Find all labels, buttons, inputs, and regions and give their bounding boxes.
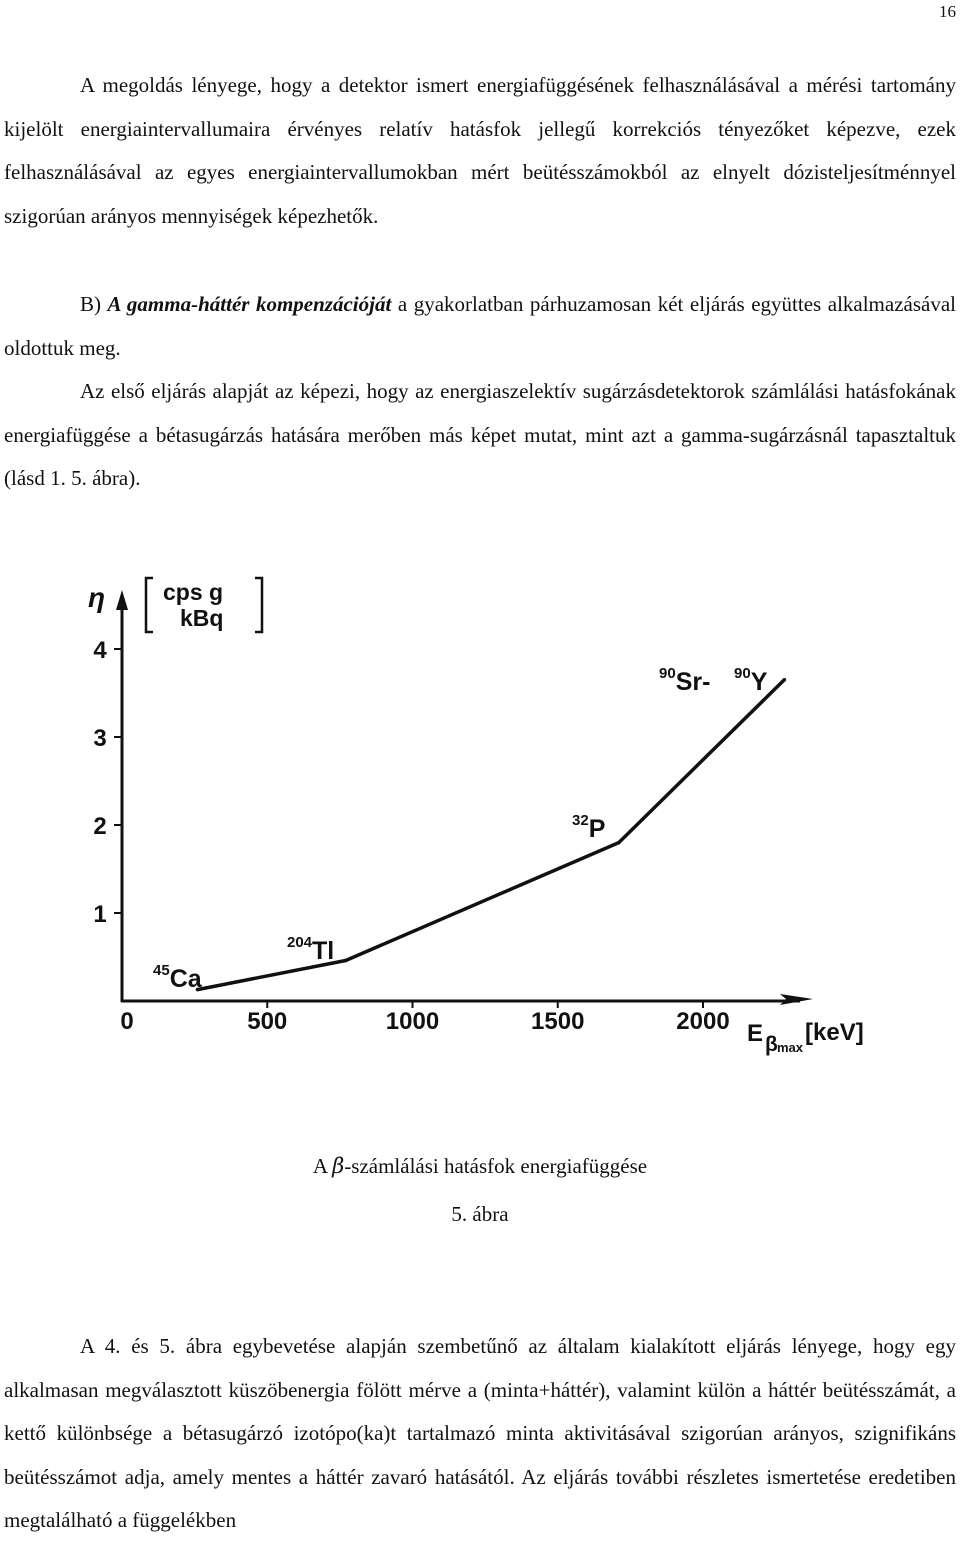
unit-bracket-right	[255, 578, 262, 632]
paragraph-2-emphasis: A gamma-háttér kompenzációját	[107, 292, 392, 316]
paragraph-2-text: a gyakorlatban párhuzamosan két eljárás együttes alkalmazásával oldottuk meg.	[4, 292, 957, 360]
label-tl204: 204Tl	[287, 934, 335, 965]
data-point	[783, 678, 787, 682]
figure-number: 5. ábra	[451, 1202, 509, 1226]
y-unit-numerator: cps g	[163, 579, 224, 605]
caption-text: -számlálási hatásfok energiafüggése	[344, 1154, 648, 1178]
label-sr90: 90Sr-	[659, 665, 711, 696]
x-tick-label: 2000	[676, 1008, 730, 1035]
paragraph-1: A megoldás lényege, hogy a detektor ismert energiafüggésének felhasználásával a mérési tartomány kijelölt energiaintervallumaira érvényes relatív hatásfok jellegű korrekciós tényezőket képezve, ezek felhasználásával az egyes energiaintervallumokban mért beütésszámokból az elnyelt dózisteljesítménnyel szigorúan arányos mennyiségek képezhetők.	[4, 73, 956, 228]
caption-beta-symbol: β	[332, 1154, 345, 1178]
label-y90: 90Y	[734, 665, 768, 696]
chart-labels	[88, 578, 864, 1056]
label-ca45: 45Ca	[153, 962, 202, 993]
y-axis-symbol: η	[88, 582, 106, 613]
x-tick-label: 1000	[385, 1008, 440, 1035]
x-tick-label: 500	[247, 1008, 288, 1035]
figure-caption	[0, 1154, 960, 1179]
paragraph-4: A 4. és 5. ábra egybevetése alapján szembetűnő az általam kialakított eljárás lényege, hogy egy alkalmasan megválasztott küszöbenergia fölött mérve a (minta+háttér), valamint külön a háttér beütésszámát, a kettő különbsége a bétasugárzó izotópo(ka)t tartalmazó minta aktivitásával szigorúan arányos, szignifikáns beütésszámot adja, amely mentes a háttér zavaró hatásától. Az eljárás további részletes ismertetése eredetiben megtalálható a függelékben	[4, 1334, 956, 1532]
chart-axes	[116, 590, 813, 1005]
y-tick-label: 2	[93, 813, 107, 840]
data-point	[617, 841, 621, 845]
paragraph-3: Az első eljárás alapját az képezi, hogy az energiaszelektív sugárzásdetektorok számlálási hatásfokának energiafüggése a bétasugárzás hatására merőben más képet mutat, mint azt a gamma-sugárzásnál tapasztaltuk (lásd 1. 5. ábra).	[4, 379, 956, 490]
label-p32: 32P	[572, 812, 606, 843]
page-number: 16	[939, 2, 956, 21]
paragraph-2	[4, 283, 956, 370]
x-tick-label: 1500	[531, 1008, 585, 1035]
efficiency-energy-chart	[0, 560, 960, 1080]
paragraph-2-prefix: B)	[80, 292, 108, 316]
data-point	[344, 959, 348, 963]
caption-prefix: A	[312, 1154, 333, 1178]
y-tick-label: 3	[93, 725, 107, 752]
chart-series	[196, 678, 786, 991]
y-unit-denominator: kBq	[180, 605, 224, 631]
y-tick-label: 1	[93, 901, 107, 928]
x-axis-subscript-max: max	[777, 1040, 804, 1055]
series-line	[198, 680, 785, 990]
unit-bracket-left	[146, 578, 153, 632]
x-tick-label: 0	[120, 1008, 134, 1035]
x-axis-subscript-beta: β	[765, 1033, 778, 1056]
y-axis-arrow	[116, 590, 128, 610]
x-axis-symbol: E	[747, 1020, 764, 1047]
x-axis-unit: [keV]	[805, 1019, 864, 1046]
y-tick-label: 4	[93, 637, 107, 664]
